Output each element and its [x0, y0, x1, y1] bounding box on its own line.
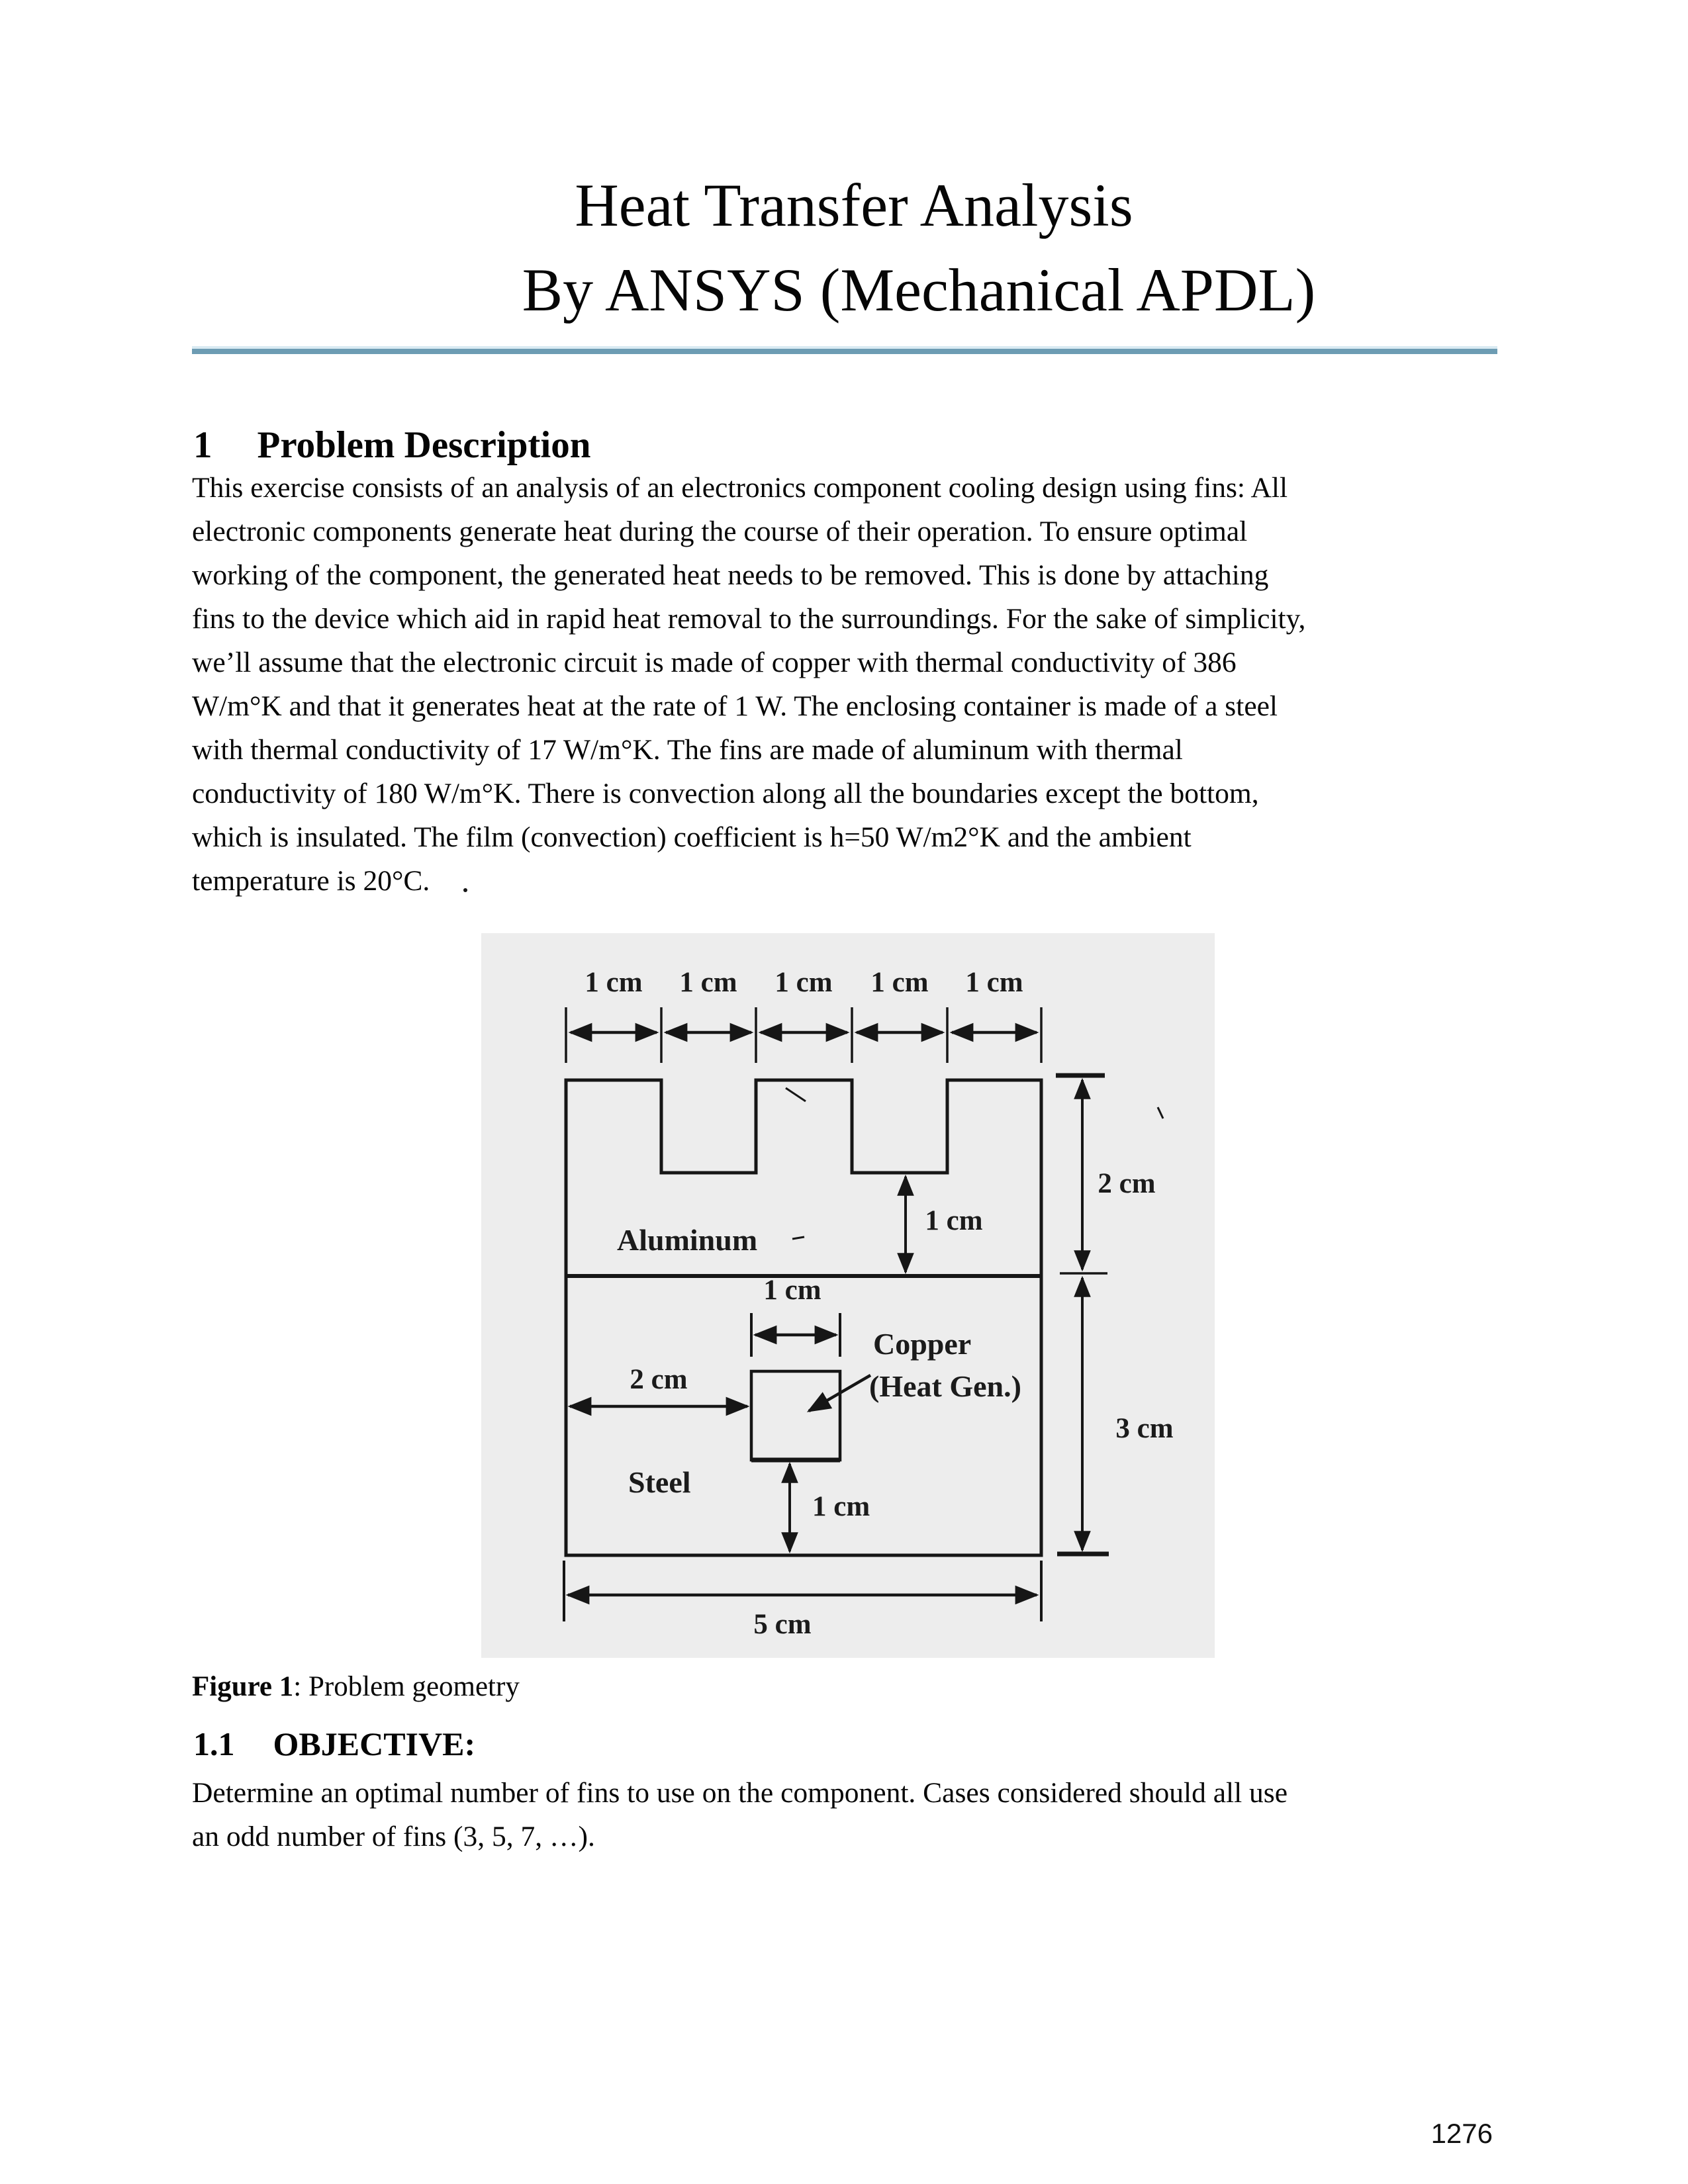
- gap-width-dim-label: 1 cm: [679, 967, 737, 998]
- copper-label: Copper: [873, 1327, 972, 1361]
- steel-height-label: 3 cm: [1115, 1413, 1174, 1444]
- section-1-1-number: 1.1: [193, 1725, 235, 1762]
- paragraph-line: W/m°K and that it generates heat at the rate of 1 W. The enclosing container is made of a steel: [192, 690, 1278, 722]
- heat-gen-label: (Heat Gen.): [869, 1369, 1021, 1403]
- copper-offset-label: 2 cm: [630, 1364, 688, 1395]
- paragraph-line: temperature is 20°C.: [192, 865, 430, 897]
- objective-paragraph: [192, 1771, 1516, 1858]
- steel-label: Steel: [628, 1465, 691, 1499]
- paragraph-line: with thermal conductivity of 17 W/m°K. The fins are made of aluminum with thermal: [192, 734, 1183, 766]
- section-1-number: 1: [193, 424, 212, 466]
- figure-1-image: [481, 933, 1215, 1658]
- objective-line: Determine an optimal number of fins to use on the component. Cases considered should all use: [192, 1777, 1288, 1809]
- objective-line: an odd number of fins (3, 5, 7, …).: [192, 1821, 595, 1852]
- scan-artifact-dash: [792, 1237, 804, 1239]
- paragraph-line: working of the component, the generated heat needs to be removed. This is done by attaching: [192, 559, 1269, 591]
- copper-block: [751, 1371, 840, 1460]
- fin-width-dim-label: 1 cm: [774, 967, 833, 998]
- problem-geometry-diagram: [481, 933, 1215, 1658]
- gap-width-dim-label: 1 cm: [870, 967, 929, 998]
- aluminum-label: Aluminum: [617, 1223, 758, 1257]
- copper-width-label: 1 cm: [763, 1275, 821, 1306]
- title-line-2: By ANSYS (Mechanical APDL): [522, 256, 1316, 324]
- scan-artifact-dot: [463, 888, 467, 892]
- scan-artifact-mark: [1158, 1107, 1163, 1118]
- paragraph-line: electronic components generate heat during the course of their operation. To ensure optimal: [192, 516, 1248, 547]
- document-title: [0, 163, 1688, 332]
- section-1-1-heading: [193, 1725, 475, 1763]
- section-1-1-title: OBJECTIVE:: [273, 1725, 476, 1762]
- section-1-heading: [193, 424, 590, 467]
- problem-description-paragraph: [192, 466, 1516, 903]
- aluminum-height-label: 2 cm: [1098, 1168, 1156, 1199]
- figure-caption-text: : Problem geometry: [293, 1671, 520, 1702]
- title-line-1: Heat Transfer Analysis: [575, 171, 1133, 239]
- fin-width-dim-label: 1 cm: [965, 967, 1023, 998]
- title-underline-dark: [192, 349, 1497, 354]
- total-width-label: 5 cm: [753, 1609, 812, 1640]
- fin-width-dim-label: 1 cm: [585, 967, 643, 998]
- notch-depth-label: 1 cm: [925, 1205, 983, 1236]
- paragraph-line: fins to the device which aid in rapid heat removal to the surroundings. For the sake of simplicity,: [192, 603, 1306, 635]
- section-1-title: Problem Description: [257, 424, 591, 466]
- page-number: 1276: [1430, 2118, 1493, 2149]
- title-underline: [192, 346, 1497, 354]
- paragraph-line: This exercise consists of an analysis of an electronics component cooling design using fins: All: [192, 472, 1288, 504]
- figure-1-caption: [192, 1670, 520, 1703]
- figure-caption-label: Figure 1: [192, 1671, 294, 1702]
- copper-bottom-label: 1 cm: [812, 1491, 870, 1522]
- paragraph-line: we’ll assume that the electronic circuit is made of copper with thermal conductivity of 386: [192, 647, 1237, 678]
- scan-artifact-mark: [786, 1088, 806, 1101]
- paragraph-line: conductivity of 180 W/m°K. There is convection along all the boundaries except the bottom,: [192, 778, 1259, 809]
- top-dimension-ticks: [566, 1007, 1041, 1063]
- paragraph-line: which is insulated. The film (convection) coefficient is h=50 W/m2°K and the ambient: [192, 821, 1192, 853]
